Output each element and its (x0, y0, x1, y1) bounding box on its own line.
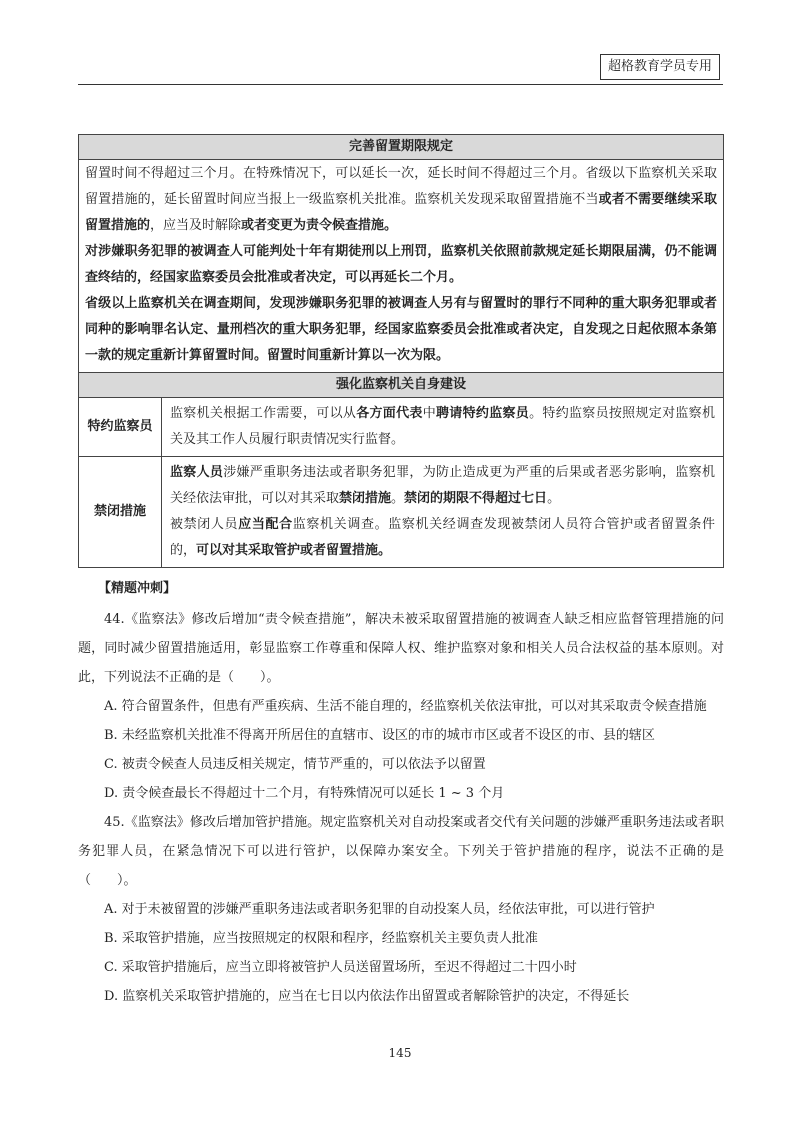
header-rule (78, 84, 723, 85)
question-45-option-a: A. 对于未被留置的涉嫌严重职务违法或者职务犯罪的自动投案人员，经依法审批，可以进行管护 (104, 902, 655, 917)
section-title-self-building: 强化监察机关自身建设 (79, 373, 724, 398)
question-45-stem: 45.《监察法》修改后增加管护措施。规定监察机关对自动投案或者交代有关问题的涉嫌严重职务违法或者职务犯罪人员，在紧急情况下可以进行管护，以保障办案安全。下列关于管护措施的程序，说法不正确的是（ ）。 (78, 815, 724, 888)
detention-period-para-1 (85, 161, 717, 239)
confinement-para-1 (170, 460, 715, 512)
text-run: 。 (547, 491, 561, 506)
bold-text-run: 应当配合 (238, 517, 293, 532)
page-number: 145 (388, 1046, 412, 1060)
question-45-option-b: B. 采取管护措施，应当按照规定的权限和程序，经监察机关主要负责人批准 (104, 931, 538, 946)
question-44-option-d: D. 责令候查最长不得超过十二个月，有特殊情况可以延长 1 ~ 3 个月 (104, 786, 505, 801)
question-44-option-b: B. 未经监察机关批准不得离开所居住的直辖市、设区的市的城市市区或者不设区的市、县的辖区 (104, 728, 655, 743)
question-45-option-d: D. 监察机关采取管护措施的，应当在七日以内依法作出留置或者解除管护的决定，不得延长 (104, 989, 630, 1004)
bold-text-run: 聘请特约监察员 (436, 406, 530, 421)
confinement-para-2 (170, 512, 715, 564)
row-label-confinement: 禁闭措施 (79, 457, 162, 568)
question-44-stem: 44.《监察法》修改后增加“责令候查措施”，解决未被采取留置措施的被调查人缺乏相应监督管理措施的问题，同时减少留置措施适用，彰显监察工作尊重和保障人权、维护监察对象和相关人员合法权益的基本原则。对此，下列说法不正确的是（ ）。 (78, 612, 724, 685)
detention-period-para-3: 省级以上监察机关在调查期间，发现涉嫌职务犯罪的被调查人另有与留置时的罪行不同种的重大职务犯罪或者同种的影响罪名认定、量刑档次的重大职务犯罪，经国家监察委员会批准或者决定，自发现之日起依照本条第一款的规定重新计算留置时间。留置时间重新计算以一次为限。 (85, 296, 717, 363)
text-run: 。 (391, 491, 405, 506)
detention-period-para-2: 对涉嫌职务犯罪的被调查人可能判处十年有期徒刑以上刑罚，监察机关依照前款规定延长期限届满，仍不能调查终结的，经国家监察委员会批准或者决定，可以再延长二个月。 (85, 244, 717, 285)
question-44-option-a: A. 符合留置条件，但患有严重疾病、生活不能自理的，经监察机关依法审批，可以对其采取责令候查措施 (104, 699, 707, 714)
practice-title: 【精题冲刺】 (98, 581, 177, 596)
header-tag: 超格教育学员专用 (600, 54, 720, 80)
text-run: 被禁闭人员 (170, 517, 239, 532)
row-label-special-supervisor: 特约监察员 (79, 398, 162, 457)
detention-period-content (79, 160, 724, 373)
bold-text-run: 或者不需要继续采取留置措施的 (85, 192, 717, 233)
row-text-confinement (162, 457, 724, 568)
bold-text-run: 监察人员 (170, 465, 224, 480)
bold-text-run: 可以对其采取管护或者留置措施。 (196, 543, 392, 558)
special-supervisor-text (170, 401, 715, 453)
text-run: 留置时间不得超过三个月。在特殊情况下，可以延长一次，延长时间不得超过三个月。省级以下监察机关采取留置措施的，延长留置时间应当报上一级监察机关批准。监察机关发现采取留置措施不当 (85, 166, 717, 207)
text-run: 中 (422, 406, 436, 421)
text-run: 监察机关调查。监察机关经调查发现被禁闭人员符合管护或者留置条件的， (170, 517, 715, 558)
practice-section (78, 578, 724, 1011)
row-text-special-supervisor (162, 398, 724, 457)
text-run: ，应当及时解除 (150, 218, 242, 233)
text-run: 涉嫌严重职务违法或者职务犯罪，为防止造成更为严重的后果或者恶劣影响，监察机关经依法审批，可以对其采取 (170, 465, 715, 506)
bold-text-run: 或者变更为责令候查措施。 (241, 218, 398, 233)
regulation-table (78, 134, 724, 568)
text-run: 。特约监察员按照规定对监察机关及其工作人员履行职责情况实行监督。 (170, 406, 715, 447)
section-title-detention-period: 完善留置期限规定 (79, 135, 724, 160)
text-run: 监察机关根据工作需要，可以从 (170, 406, 357, 421)
question-44-option-c: C. 被责令候查人员违反相关规定，情节严重的，可以依法予以留置 (104, 757, 486, 772)
bold-text-run: 禁闭措施 (339, 491, 392, 506)
question-45-option-c: C. 采取管护措施后，应当立即将被管护人员送留置场所，至迟不得超过二十四小时 (104, 960, 577, 975)
bold-text-run: 各方面代表 (356, 406, 423, 421)
bold-text-run: 禁闭的期限不得超过七日 (404, 491, 548, 506)
